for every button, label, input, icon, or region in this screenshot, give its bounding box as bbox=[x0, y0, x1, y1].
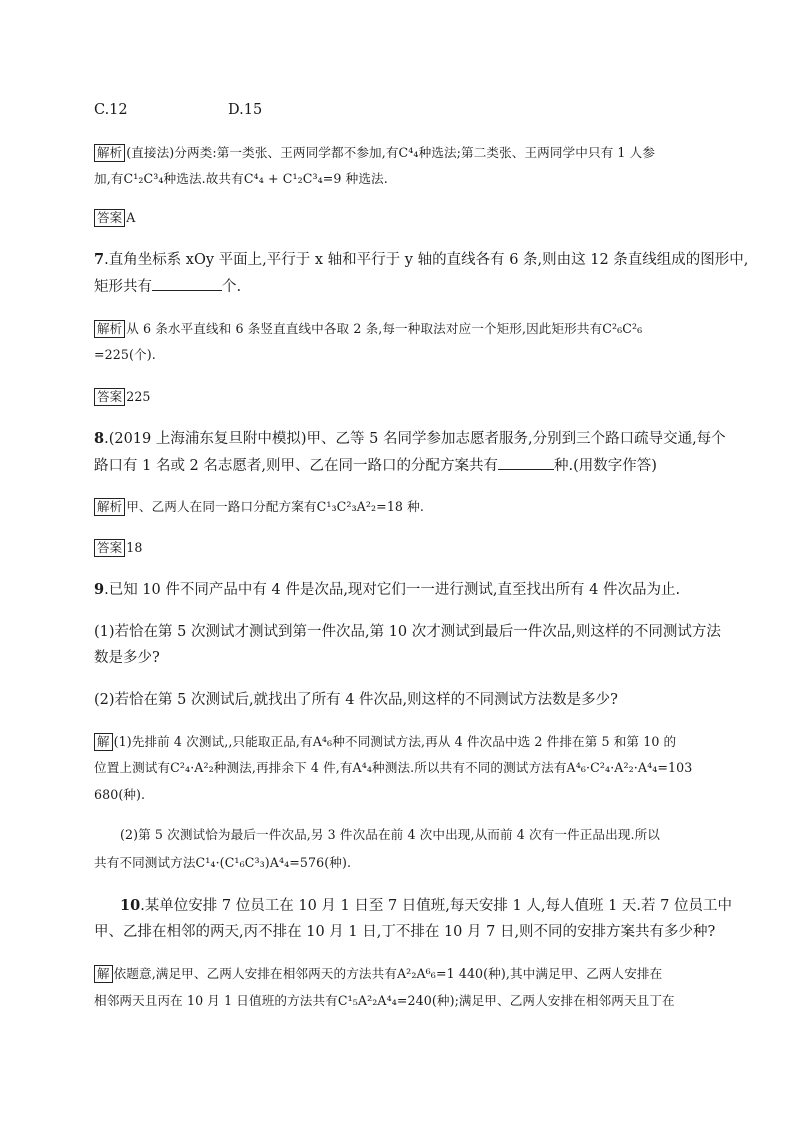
q9-part1-line-2: 数是多少? bbox=[94, 650, 160, 666]
q7-line-2 bbox=[94, 276, 241, 297]
q9-solution2-line-1: (2)第 5 次测试恰为最后一件次品,另 3 件次品在前 4 次中出现,从而前 4 次有一件正品出现.所以 bbox=[120, 827, 661, 842]
q6-answer: A bbox=[126, 210, 136, 225]
q10-number: 10 bbox=[120, 897, 141, 914]
q10-solution-text: 依题意,满足甲、乙两人安排在相邻两天的方法共有A²₂A⁶₆=1 440(种),其中满足甲、乙两人安排在 bbox=[113, 966, 663, 981]
q7-answer: 225 bbox=[126, 389, 151, 404]
q9-number: 9 bbox=[94, 581, 105, 598]
q10-line-2: 甲、乙排在相邻的两天,丙不排在 10 月 1 日,丁不排在 10 月 7 日,则不同的安排方案共有多少种? bbox=[94, 924, 716, 940]
q7-solution-line-2: =225(个). bbox=[94, 347, 156, 362]
q6-answer-row bbox=[94, 208, 135, 228]
q7-text: .直角坐标系 xOy 平面上,平行于 x 轴和平行于 y 轴的直线各有 6 条,则由这 12 条直线组成的图形中, bbox=[104, 252, 749, 268]
jie-tag: 解 bbox=[94, 733, 113, 751]
q9-solution1-line-2: 位置上测试有C²₄·A²₂种测法,再排余下 4 件,有A⁴₄种测法.所以共有不同的测试方法有A⁴₆·C²₄·A²₂·A⁴₄=103 bbox=[94, 760, 693, 775]
q7-answer-row bbox=[94, 387, 151, 407]
q10-text: .某单位安排 7 位员工在 10 月 1 日至 7 日值班,每天安排 1 人,每人值班 1 天.若 7 位员工中 bbox=[140, 898, 732, 914]
q7-line-1 bbox=[94, 250, 748, 270]
q9-text: .已知 10 件不同产品中有 4 件是次品,现对它们一一进行测试,直至找出所有 4 件次品为止. bbox=[104, 582, 681, 598]
q10-line-1 bbox=[120, 896, 732, 916]
q9-solution1-line-3: 680(种). bbox=[94, 787, 146, 802]
q8-answer-blank[interactable] bbox=[498, 455, 554, 470]
q8-answer: 18 bbox=[126, 540, 143, 555]
q7-number: 7 bbox=[94, 251, 105, 268]
options-row bbox=[94, 100, 262, 120]
jiexi-tag: 解析 bbox=[94, 144, 125, 162]
q9-solution2-line-2: 共有不同测试方法C¹₄·(C¹₆C³₃)A⁴₄=576(种). bbox=[94, 855, 352, 870]
q7-text-2: 矩形共有 bbox=[94, 279, 152, 295]
jie-tag: 解 bbox=[94, 965, 113, 983]
daan-tag: 答案 bbox=[94, 209, 125, 227]
q8-solution-line-1 bbox=[94, 497, 424, 517]
q9-line-1 bbox=[94, 580, 680, 600]
option-c: C.12 bbox=[94, 102, 128, 118]
q9-part1-line-1: (1)若恰在第 5 次测试才测试到第一件次品,第 10 次才测试到最后一件次品,则这样的不同测试方法 bbox=[94, 624, 721, 640]
q8-line-1 bbox=[94, 429, 726, 449]
option-d: D.15 bbox=[228, 102, 263, 118]
q10-solution-line-2: 相邻两天且丙在 10 月 1 日值班的方法共有C¹₅A²₂A⁴₄=240(种);满足甲、乙两人安排在相邻两天且丁在 bbox=[94, 993, 675, 1008]
q8-line-2 bbox=[94, 455, 657, 476]
q8-answer-row bbox=[94, 538, 142, 558]
daan-tag: 答案 bbox=[94, 388, 125, 406]
jiexi-tag: 解析 bbox=[94, 320, 125, 338]
q7-text-3: 个. bbox=[222, 279, 242, 295]
daan-tag: 答案 bbox=[94, 539, 125, 557]
q9-solution1-text: (1)先排前 4 次测试,,只能取正品,有A⁴₆种不同测试方法,再从 4 件次品中选 2 件排在第 5 和第 10 的 bbox=[113, 734, 677, 749]
q6-solution-line-2: 加,有C¹₂C³₄种选法.故共有C⁴₄ + C¹₂C³₄=9 种选法. bbox=[94, 171, 388, 186]
q9-part2-line-1: (2)若恰在第 5 次测试后,就找出了所有 4 件次品,则这样的不同测试方法数是多少? bbox=[94, 692, 618, 708]
q8-text: .(2019 上海浦东复旦附中模拟)甲、乙等 5 名同学参加志愿者服务,分别到三个路口疏导交通,每个 bbox=[104, 431, 726, 447]
q6-solution-text: (直接法)分两类:第一类张、王两同学都不参加,有C⁴₄种选法;第二类张、王两同学中只有 1 人参 bbox=[126, 145, 656, 160]
q8-solution-text: 甲、乙两人在同一路口分配方案有C¹₃C²₃A²₂=18 种. bbox=[126, 499, 424, 514]
q8-number: 8 bbox=[94, 430, 105, 447]
q6-solution-line-1 bbox=[94, 143, 655, 163]
q9-solution1-line-1 bbox=[94, 732, 676, 752]
q7-answer-blank[interactable] bbox=[152, 276, 222, 291]
q8-text-3: 种.(用数字作答) bbox=[554, 458, 657, 474]
jiexi-tag: 解析 bbox=[94, 498, 125, 516]
q8-text-2: 路口有 1 名或 2 名志愿者,则甲、乙在同一路口的分配方案共有 bbox=[94, 458, 498, 474]
q7-solution-line-1 bbox=[94, 319, 642, 339]
q7-solution-text: 从 6 条水平直线和 6 条竖直直线中各取 2 条,每一种取法对应一个矩形,因此矩形共有C²₆C²₆ bbox=[126, 321, 643, 336]
q10-solution-line-1 bbox=[94, 964, 662, 984]
